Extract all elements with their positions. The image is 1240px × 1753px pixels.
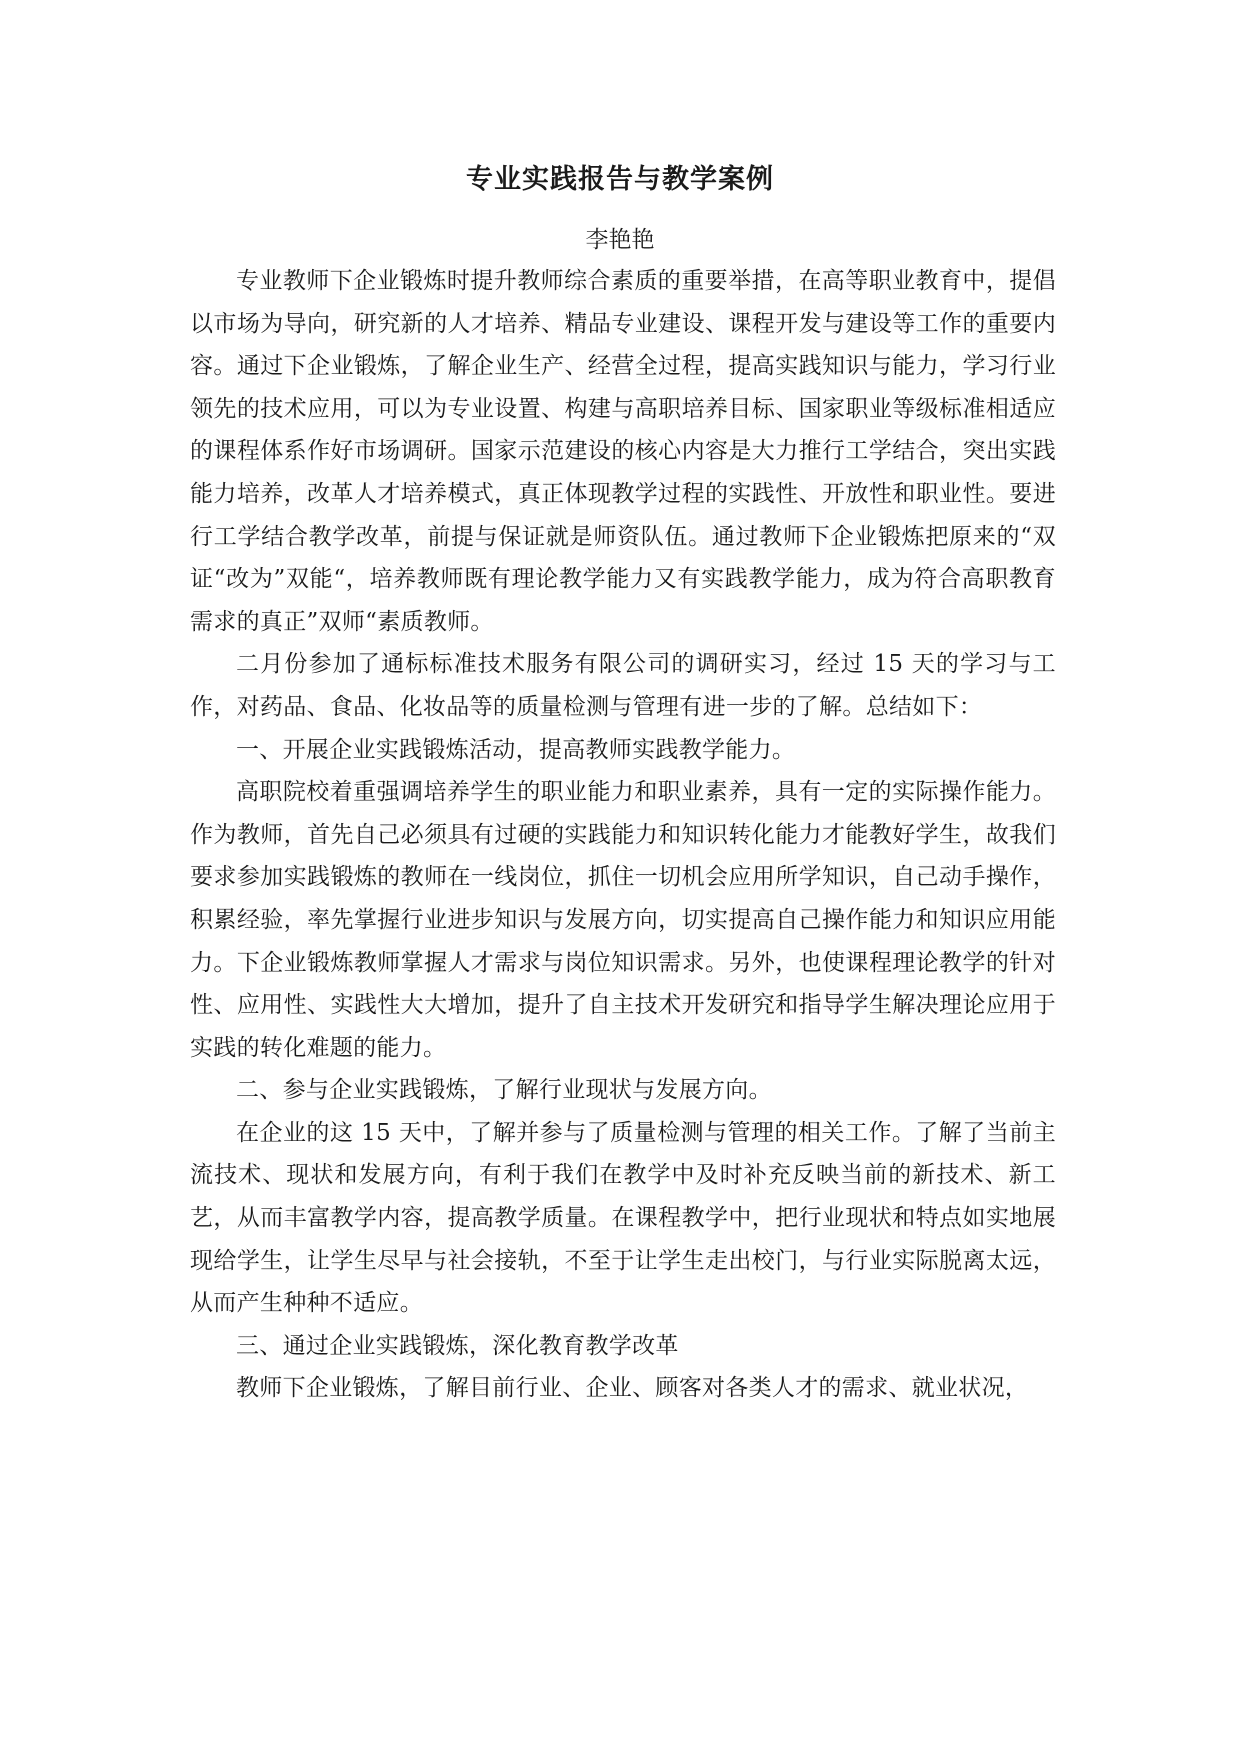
paragraph-section-2: 在企业的这 15 天中，了解并参与了质量检测与管理的相关工作。了解了当前主流技术、现状和发展方向，有利于我们在教学中及时补充反映当前的新技术、新工艺，从而丰富教学内容，提高教学质量。在课程教学中，把行业现状和特点如实地展现给学生，让学生尽早与社会接轨，不至于让学生走出校门，与行业实际脱离太远，从而产生种种不适应。: [190, 1119, 1056, 1317]
paragraph-intro: 专业教师下企业锻炼时提升教师综合素质的重要举措，在高等职业教育中，提倡以市场为导向，研究新的人才培养、精品专业建设、课程开发与建设等工作的重要内容。通过下企业锻炼，了解企业生产、经营全过程，提高实践知识与能力，学习行业领先的技术应用，可以为专业设置、构建与高职培养目标、国家职业等级标准相适应的课程体系作好市场调研。国家示范建设的核心内容是大力推行工学结合，突出实践能力培养，改革人才培养模式，真正体现教学过程的实践性、开放性和职业性。要进行工学结合教学改革，前提与保证就是师资队伍。通过教师下企业锻炼把原来的“双证“改为”双能“，培养教师既有理论教学能力又有实践教学能力，成为符合高职教育需求的真正”双师“素质教师。: [190, 268, 1056, 635]
document-body: [190, 260, 1056, 1410]
document-title: 专业实践报告与教学案例: [466, 164, 774, 195]
paragraph-internship: 二月份参加了通标标准技术服务有限公司的调研实习，经过 15 天的学习与工作，对药品、食品、化妆品等的质量检测与管理有进一步的了解。总结如下：: [190, 651, 1056, 720]
document-author: 李艳艳: [585, 227, 655, 253]
paragraph-section-3: 教师下企业锻炼，了解目前行业、企业、顾客对各类人才的需求、就业状况，: [236, 1375, 1029, 1402]
paragraph-section-1: 高职院校着重强调培养学生的职业能力和职业素养，具有一定的实际操作能力。作为教师，首先自己必须具有过硬的实践能力和知识转化能力才能教好学生，故我们要求参加实践锻炼的教师在一线岗位，抓住一切机会应用所学知识，自己动手操作，积累经验，率先掌握行业进步知识与发展方向，切实提高自己操作能力和知识应用能力。下企业锻炼教师掌握人才需求与岗位知识需求。另外，也使课程理论教学的针对性、应用性、实践性大大增加，提升了自主技术开发研究和指导学生解决理论应用于实践的转化难题的能力。: [190, 779, 1056, 1061]
section-heading-1: 一、开展企业实践锻炼活动，提高教师实践教学能力。: [236, 736, 796, 763]
section-heading-2: 二、参与企业实践锻炼，了解行业现状与发展方向。: [236, 1077, 772, 1104]
section-heading-3: 三、通过企业实践锻炼，深化教育教学改革: [236, 1332, 679, 1359]
